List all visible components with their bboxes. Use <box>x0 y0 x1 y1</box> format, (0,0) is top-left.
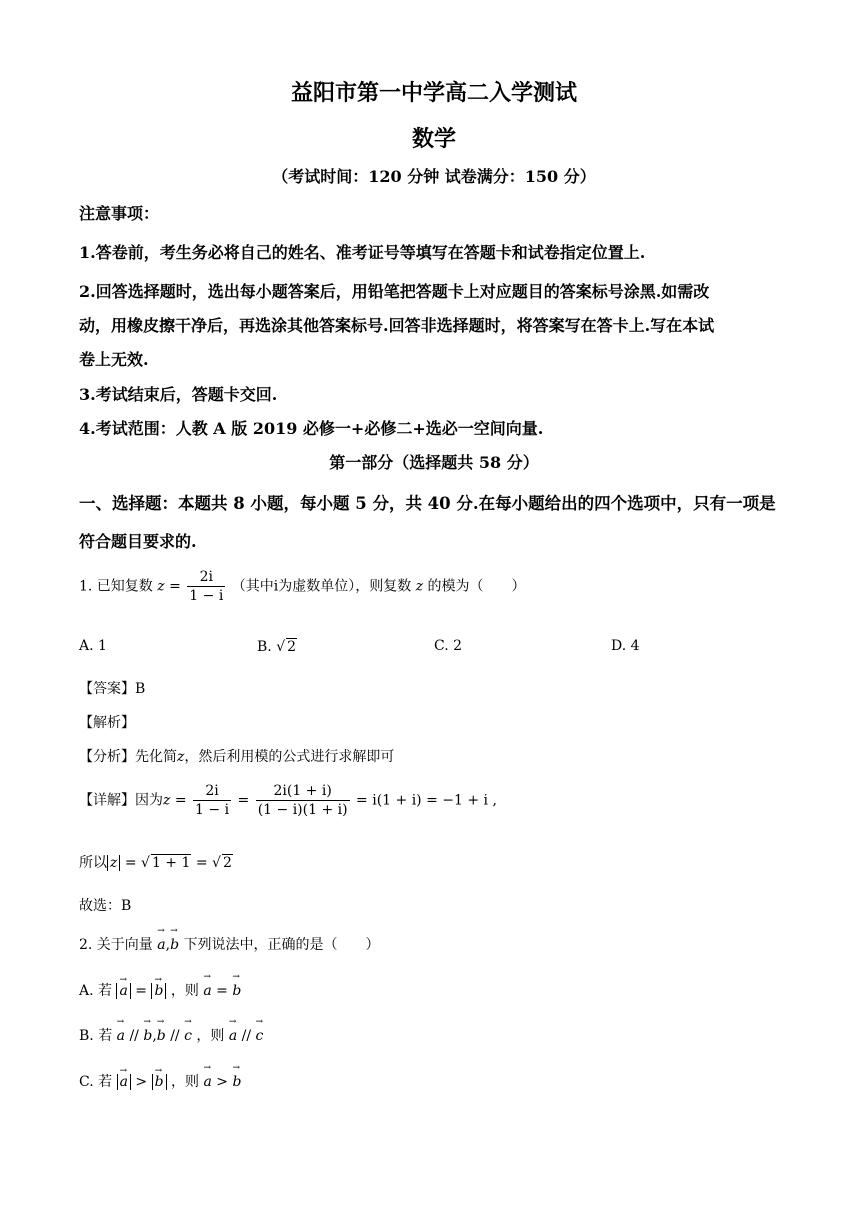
q1-denominator: 1 − i <box>189 588 224 604</box>
q1-z: z <box>157 578 165 595</box>
note-4: 4.考试范围：人教 A 版 2019 必修一+必修二+选必一空间向量. <box>79 419 544 438</box>
q2-opt-c-b1: → b <box>155 1074 164 1090</box>
q2-opt-a-a2: → a <box>203 983 211 999</box>
q1-option-a: A. 1 <box>79 638 107 654</box>
q2-opt-a-b1: → b <box>154 983 163 999</box>
q1-detail-num2: 2i(1 + i) <box>256 782 350 801</box>
q2-opt-b-par2: // <box>170 1028 180 1044</box>
q2-vec-a: → a <box>157 937 165 953</box>
q2-option-b <box>79 1025 263 1045</box>
q2-opt-b-c2: → c <box>256 1028 264 1044</box>
q2-opt-c-then: ，则 <box>171 1074 199 1090</box>
q2-opt-b-comma: , <box>152 1028 157 1044</box>
q1-option-c: C. 2 <box>434 638 463 654</box>
q1-option-b: B. √ 2 <box>257 639 297 655</box>
note-2-line-1: 2.回答选择题时，选出每小题答案后，用铅笔把答题卡上对应题目的答案标号涂黑.如需改 <box>79 282 710 301</box>
question-2 <box>79 934 380 954</box>
q1-so-eq1: = <box>124 855 137 871</box>
q2-opt-b-a1: → a <box>117 1028 125 1044</box>
q1-suffix-2: 为虚数单位），则复数 <box>278 578 412 595</box>
q2-opt-a-label: A. 若 <box>79 983 113 999</box>
q1-detail-fraction-2 <box>256 782 350 819</box>
q1-fenxi-rest: ，然后利用模的公式进行求解即可 <box>184 749 395 765</box>
q1-so-eq2: = <box>195 855 208 871</box>
q2-opt-c-a2: → a <box>203 1074 211 1090</box>
q2-opt-b-par3: // <box>241 1028 252 1044</box>
q1-suffix-3: 的模为（ ） <box>427 578 526 595</box>
q1-prefix: 1. 已知复数 <box>79 578 153 595</box>
q2-opt-a-a1: → a <box>119 983 127 999</box>
q2-option-a <box>79 980 241 1000</box>
q1-numerator: 2i <box>187 568 225 587</box>
q1-so-z: z <box>107 855 120 871</box>
q1-fenxi <box>79 746 394 766</box>
q2-opt-b-then: ，则 <box>196 1028 225 1044</box>
q2-option-c <box>79 1071 241 1091</box>
q2-opt-a-mid: = <box>135 983 148 999</box>
q1-detail-label: 【详解】因为 <box>79 792 163 809</box>
q2-comma: , <box>165 937 171 953</box>
q2-opt-c-label: C. 若 <box>79 1074 113 1090</box>
note-2-line-3: 卷上无效. <box>79 350 149 369</box>
q2-opt-b-par1: // <box>129 1028 139 1044</box>
q2-opt-a-b2: → b <box>232 983 241 999</box>
exam-title: 益阳市第一中学高二入学测试 <box>290 80 577 106</box>
q1-option-b-sqrt: 2 <box>287 639 297 655</box>
note-3: 3.考试结束后，答题卡交回. <box>79 385 278 404</box>
q1-detail-eq1: = <box>174 792 187 809</box>
q1-suffix-1: （其中 <box>231 578 274 595</box>
q2-opt-b-label: B. 若 <box>79 1028 113 1044</box>
q2-opt-a-rel: = <box>216 983 228 999</box>
q2-vec-b: → b <box>170 937 179 953</box>
q1-so-sqrt1: 1 + 1 <box>151 855 191 871</box>
q2-opt-b-b1: → b <box>143 1028 152 1044</box>
q1-detail-den2: (1 − i)(1 + i) <box>257 802 348 818</box>
section-line-1: 一、选择题：本题共 8 小题，每小题 5 分，共 40 分.在每小题给出的四个选项中，只有一项是 <box>79 494 776 513</box>
q2-opt-c-mid: > <box>135 1074 148 1090</box>
q2-opt-c-rel: > <box>216 1074 228 1090</box>
q1-option-b-label: B. <box>257 639 272 655</box>
q2-prefix: 2. 关于向量 <box>79 937 153 953</box>
part1-heading: 第一部分（选择题共 58 分） <box>329 453 539 472</box>
note-2-line-2: 动，用橡皮擦干净后，再选涂其他答案标号.回答非选择题时，将答案写在答卡上.写在本试 <box>79 316 715 335</box>
q2-opt-c-a1: → a <box>120 1074 128 1090</box>
q1-detail <box>79 782 497 819</box>
notes-heading: 注意事项： <box>79 204 160 223</box>
exam-info: （考试时间：120 分钟 试卷满分：150 分） <box>272 167 596 186</box>
q2-opt-c-b2: → b <box>232 1074 241 1090</box>
q1-analysis: 【解析】 <box>79 715 135 731</box>
q2-opt-b-b2: → b <box>157 1028 166 1044</box>
q1-fraction <box>187 568 225 605</box>
q1-so-sqrt2: 2 <box>222 855 232 871</box>
question-1 <box>79 568 526 605</box>
q1-fenxi-label: 【分析】先化简 <box>79 749 177 765</box>
q1-so-label: 所以 <box>79 855 107 871</box>
q1-eq: = <box>169 578 181 595</box>
q1-detail-den1: 1 − i <box>195 802 230 818</box>
q1-fenxi-z: z <box>177 749 185 765</box>
q2-opt-b-c1: → c <box>184 1028 192 1044</box>
q1-option-d: D. 4 <box>611 638 640 654</box>
q1-z2: z <box>415 578 424 595</box>
q1-choose: 故选：B <box>79 898 132 914</box>
q1-detail-num1: 2i <box>193 782 231 801</box>
q1-detail-eq2: = <box>237 792 250 809</box>
q1-i: i <box>273 578 279 595</box>
q1-detail-tail: = i(1 + i) = −1 + i , <box>356 792 497 809</box>
q2-opt-a-then: ，则 <box>170 983 199 999</box>
q2-opt-b-a2: → a <box>229 1028 237 1044</box>
q2-suffix: 下列说法中，正确的是（ ） <box>183 937 380 953</box>
q1-modulus: 所以 z = √ 1 + 1 = √ 2 <box>79 855 232 871</box>
q1-detail-fraction-1 <box>193 782 231 819</box>
q1-detail-z: z <box>163 792 171 809</box>
q1-answer: 【答案】B <box>79 681 146 697</box>
section-line-2: 符合题目要求的. <box>79 532 197 551</box>
note-1: 1.答卷前，考生务必将自己的姓名、准考证号等填写在答题卡和试卷指定位置上. <box>79 243 646 262</box>
subject-title: 数学 <box>411 126 456 152</box>
